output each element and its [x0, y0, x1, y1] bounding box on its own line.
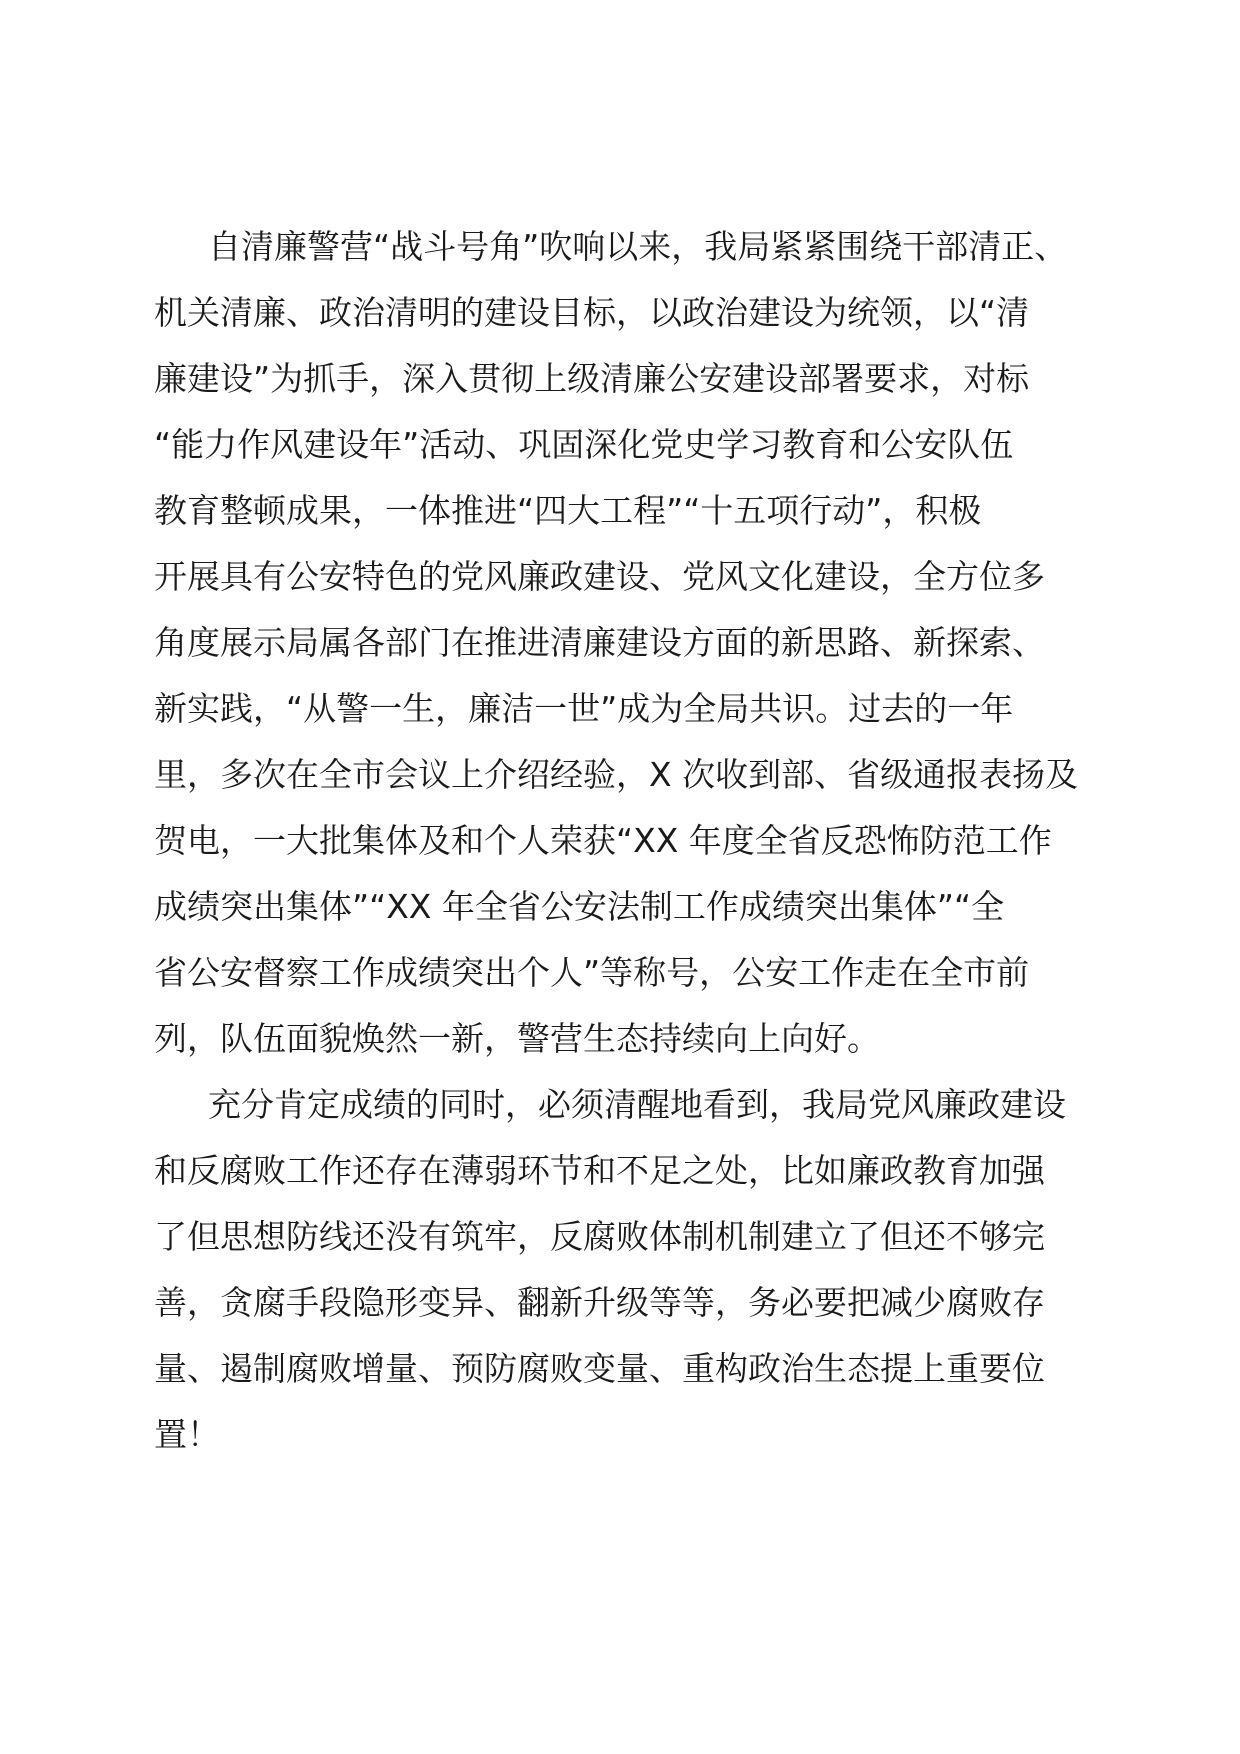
text-line: 列，队伍面貌焕然一新，警营生态持续向上向好。: [154, 1019, 880, 1058]
text-line: 成绩突出集体”“XX 年全省公安法制工作成绩突出集体”“全: [154, 887, 1005, 926]
text-line: 了但思想防线还没有筑牢，反腐败体制机制建立了但还不够完: [154, 1217, 1045, 1256]
paragraph-1: [154, 214, 1094, 1072]
document-body: [154, 214, 1094, 1468]
text-line: 教育整顿成果，一体推进“四大工程”“十五项行动”，积极: [154, 491, 982, 530]
text-line: 里，多次在全市会议上介绍经验，X 次收到部、省级通报表扬及: [154, 755, 1079, 794]
text-line: 置！: [154, 1415, 220, 1454]
text-line: 量、遏制腐败增量、预防腐败变量、重构政治生态提上重要位: [154, 1349, 1045, 1388]
text-line: 廉建设”为抓手，深入贯彻上级清廉公安建设部署要求，对标: [154, 359, 1030, 398]
text-line: 充分肯定成绩的同时，必须清醒地看到，我局党风廉政建设: [208, 1085, 1066, 1124]
text-line: 机关清廉、政治清明的建设目标，以政治建设为统领，以“清: [154, 293, 1030, 332]
text-line: 自清廉警营“战斗号角”吹响以来，我局紧紧围绕干部清正、: [208, 227, 1068, 266]
text-line: 贺电，一大批集体及和个人荣获“XX 年度全省反恐怖防范工作: [154, 821, 1052, 860]
text-line: 开展具有公安特色的党风廉政建设、党风文化建设，全方位多: [154, 557, 1045, 596]
text-line: 角度展示局属各部门在推进清廉建设方面的新思路、新探索、: [154, 623, 1045, 662]
text-line: 新实践，“从警一生，廉洁一世”成为全局共识。过去的一年: [154, 689, 1014, 728]
paragraph-2: [154, 1072, 1094, 1468]
text-line: 善，贪腐手段隐形变异、翻新升级等等，务必要把减少腐败存: [154, 1283, 1045, 1322]
text-line: “能力作风建设年”活动、巩固深化党史学习教育和公安队伍: [154, 425, 1014, 464]
text-line: 和反腐败工作还存在薄弱环节和不足之处，比如廉政教育加强: [154, 1151, 1045, 1190]
text-line: 省公安督察工作成绩突出个人”等称号，公安工作走在全市前: [154, 953, 1030, 992]
